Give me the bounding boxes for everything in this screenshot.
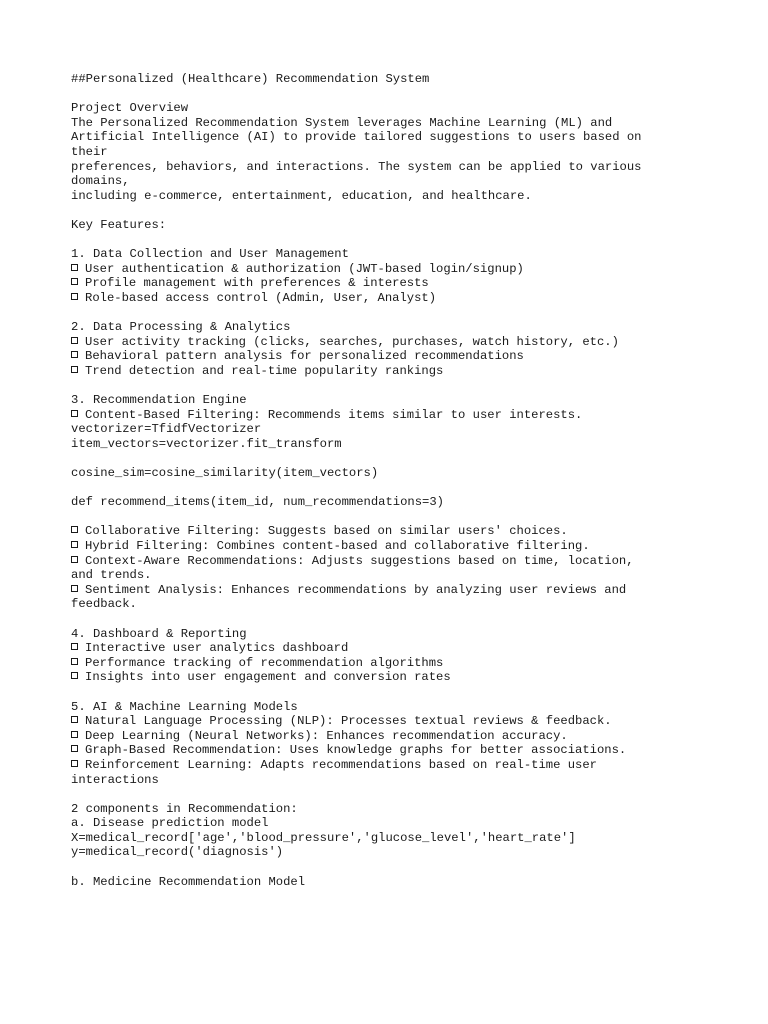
overview-line: The Personalized Recommendation System leverages Machine Learning (ML) and [71,115,613,130]
bullet-item [71,408,671,423]
bullet-item [71,743,671,758]
components-heading: 2 components in Recommendation: [71,801,298,816]
bullet-text: Profile management with preferences & interests [85,276,429,291]
overview-line: domains, [71,174,130,189]
square-bullet-icon [71,526,78,533]
bullet-text: Sentiment Analysis: Enhances recommendations by analyzing user reviews and [85,582,627,597]
bullet-item [71,554,671,569]
bullet-item [71,276,671,291]
bullet-text: Role-based access control (Admin, User, Analyst) [85,290,437,305]
bullet-item [71,670,671,685]
bullet-item [71,583,671,598]
section-heading: 1. Data Collection and User Management [71,247,349,262]
square-bullet-icon [71,337,78,344]
bullet-item [71,335,671,350]
bullet-item [71,349,671,364]
spacer [71,510,671,525]
spacer [71,612,671,627]
bullet-item [71,291,671,306]
bullet-item [71,729,671,744]
bullet-text: Hybrid Filtering: Combines content-based and collaborative filtering. [85,539,590,553]
square-bullet-icon [71,366,78,373]
square-bullet-icon [71,731,78,738]
spacer [71,378,671,393]
component-a-heading: a. Disease prediction model [71,816,269,831]
square-bullet-icon [71,672,78,679]
square-bullet-icon [71,351,78,358]
square-bullet-icon [71,293,78,300]
bullet-text: Performance tracking of recommendation algorithms [85,655,444,670]
bullet-text: Natural Language Processing (NLP): Processes textual reviews & feedback. [85,714,612,729]
bullet-continuation: and trends. [71,568,152,583]
bullet-text: Content-Based Filtering: Recommends items similar to user interests. [85,407,583,422]
bullet-item [71,364,671,379]
component-b-heading: b. Medicine Recommendation Model [71,874,306,889]
bullet-continuation: feedback. [71,597,137,612]
spacer [71,306,671,321]
bullet-text: Interactive user analytics dashboard [85,641,349,656]
bullet-item [71,262,671,277]
spacer [71,685,671,700]
code-line: y=medical_record('diagnosis') [71,845,284,860]
spacer [71,203,671,218]
square-bullet-icon [71,585,78,592]
bullet-text: User authentication & authorization (JWT-based login/signup) [85,261,524,276]
key-features-heading: Key Features: [71,217,167,232]
overview-line: Artificial Intelligence (AI) to provide tailored suggestions to users based on [71,130,642,145]
square-bullet-icon [71,745,78,752]
document-title: ##Personalized (Healthcare) Recommendation System [71,72,430,86]
square-bullet-icon [71,658,78,665]
square-bullet-icon [71,716,78,723]
code-line: def recommend_items(item_id, num_recommendations=3) [71,495,444,510]
overview-line: preferences, behaviors, and interactions. The system can be applied to various [71,159,642,174]
section-heading: 5. AI & Machine Learning Models [71,699,298,714]
code-line: X=medical_record['age','blood_pressure','glucose_level','heart_rate'] [71,830,576,845]
square-bullet-icon [71,410,78,417]
bullet-item [71,524,671,539]
spacer [71,481,671,496]
spacer [71,87,671,102]
overview-line: their [71,144,108,159]
square-bullet-icon [71,760,78,767]
bullet-text: Behavioral pattern analysis for personalized recommendations [85,349,524,364]
bullet-text: Deep Learning (Neural Networks): Enhances recommendation accuracy. [85,728,568,743]
bullet-text: Collaborative Filtering: Suggests based on similar users' choices. [85,524,568,539]
bullet-item [71,656,671,671]
bullet-text: Insights into user engagement and conversion rates [85,670,451,685]
overview-line: including e-commerce, entertainment, education, and healthcare. [71,188,532,203]
bullet-item [71,758,671,773]
code-line: item_vectors=vectorizer.fit_transform [71,436,342,451]
square-bullet-icon [71,541,78,548]
overview-heading: Project Overview [71,101,189,116]
bullet-continuation: interactions [71,772,159,787]
bullet-item [71,641,671,656]
section-heading: 4. Dashboard & Reporting [71,626,247,641]
spacer [71,233,671,248]
square-bullet-icon [71,264,78,271]
spacer [71,787,671,802]
square-bullet-icon [71,643,78,650]
bullet-item [71,539,671,554]
square-bullet-icon [71,556,78,563]
bullet-text: User activity tracking (clicks, searches, purchases, watch history, etc.) [85,334,619,349]
code-line: cosine_sim=cosine_similarity(item_vectors) [71,466,379,481]
document-body [71,72,671,889]
bullet-text: Context-Aware Recommendations: Adjusts suggestions based on time, location, [85,553,634,568]
section-heading: 3. Recommendation Engine [71,393,247,408]
bullet-text: Graph-Based Recommendation: Uses knowledge graphs for better associations. [85,743,627,758]
section-heading: 2. Data Processing & Analytics [71,320,291,335]
square-bullet-icon [71,278,78,285]
bullet-item [71,714,671,729]
code-line: vectorizer=TfidfVectorizer [71,422,262,437]
spacer [71,451,671,466]
bullet-text: Trend detection and real-time popularity rankings [85,363,444,378]
spacer [71,860,671,875]
bullet-text: Reinforcement Learning: Adapts recommendations based on real-time user [85,757,597,772]
